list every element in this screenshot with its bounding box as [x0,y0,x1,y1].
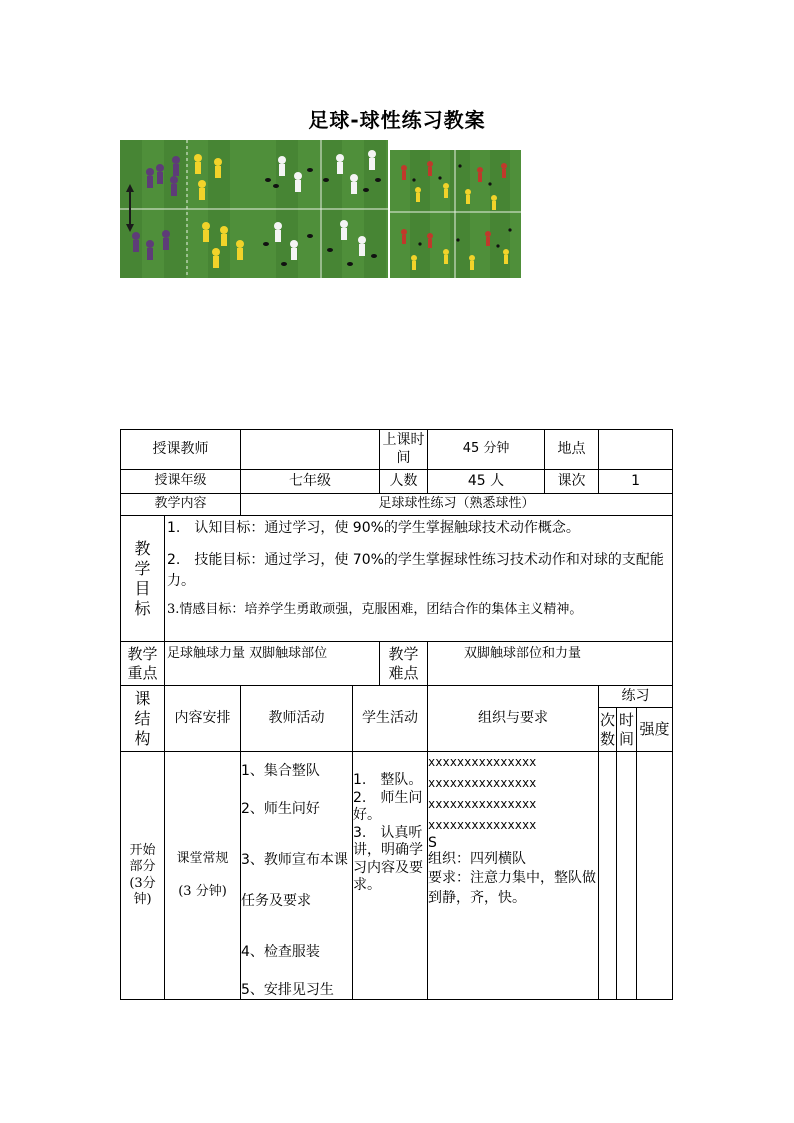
teacher-item: 1、集合整队 [241,763,320,779]
objective-cognitive: 1. 认知目标：通过学习，使 90%的学生掌握触球技术动作概念。 [167,520,580,536]
table-row [121,516,673,642]
difficulty-label: 教学难点 [380,642,428,686]
student-header: 学生活动 [353,686,428,752]
teacher-value [241,430,380,470]
table-row [121,470,673,494]
grade-value: 七年级 [241,470,380,494]
difficulty-value: 双脚触球部位和力量 [428,642,673,686]
time-value: 45 分钟 [428,430,545,470]
section-content-title: 课堂常规 [176,851,229,867]
org-header: 组织与要求 [428,686,599,752]
teacher-item: 5、安排见习生 [241,982,334,999]
student-activities [353,752,428,1000]
formation-row: xxxxxxxxxxxxxxx [428,818,537,832]
duration-cell [617,752,637,1000]
formation-row: xxxxxxxxxxxxxxx [428,797,537,811]
count-value: 45 人 [428,470,545,494]
content-label: 教学内容 [121,494,241,516]
objective-emotion: 3.情感目标：培养学生勇敢顽强，克服困难，团结合作的集体主义精神。 [167,601,583,617]
times-header: 次数 [599,708,617,752]
grade-label: 授课年级 [121,470,241,494]
org-text: 组织：四列横队 [428,851,527,867]
table-row [121,642,673,686]
table-row [121,494,673,516]
teacher-header: 教师活动 [241,686,353,752]
times-cell [599,752,617,1000]
practice-header: 练习 [599,686,673,708]
teacher-item: 3、教师宣布本课任务及要求 [241,852,348,909]
lesson-label: 课次 [545,470,599,494]
section-content [165,752,241,1000]
field-diagram-red-yellow [390,140,521,278]
student-item: 1. 整队。 [353,772,423,788]
lesson-plan-table [120,429,673,1000]
req-text: 要求：注意力集中，整队做到静，齐，快。 [428,870,597,907]
structure-header: 课结构 [121,686,165,752]
objectives-label: 教学目标 [121,516,165,642]
field-diagram-white [254,140,388,278]
organization-cell [428,752,599,1000]
student-item: 3. 认真听讲，明确学习内容及要求。 [353,824,423,893]
table-row [121,686,673,708]
intensity-header: 强度 [637,708,673,752]
page-title: 足球-球性练习教案 [308,108,486,132]
duration-header: 时间 [617,708,637,752]
objective-skill: 2. 技能目标：通过学习，使 70%的学生掌握球性练习技术动作和对球的支配能力。 [167,551,664,589]
formation-row: xxxxxxxxxxxxxxx [428,755,537,769]
table-row [121,430,673,470]
content-header: 内容安排 [165,686,241,752]
place-value [599,430,673,470]
teacher-item: 4、检查服装 [241,944,320,961]
intensity-cell [637,752,673,1000]
content-value: 足球球性练习（熟悉球性） [241,494,673,516]
key-point-value: 足球触球力量 双脚触球部位 [165,642,380,686]
objectives-list [165,516,673,642]
lesson-value: 1 [599,470,673,494]
time-label: 上课时间 [380,430,428,470]
field-diagram-purple-yellow [120,140,254,278]
section-part: 开始部分(3分钟) [121,752,165,1000]
teacher-item: 2、师生问好 [241,801,320,817]
formation-row: xxxxxxxxxxxxxxx [428,776,537,790]
teacher-label: 授课教师 [121,430,241,470]
student-item: 2. 师生问好。 [353,789,423,823]
section-content-time: (3 分钟) [178,883,227,899]
place-label: 地点 [545,430,599,470]
teacher-position-mark: S [428,835,437,851]
teacher-activities [241,752,353,1000]
key-point-label: 教学重点 [121,642,165,686]
count-label: 人数 [380,470,428,494]
table-row [121,752,673,1000]
